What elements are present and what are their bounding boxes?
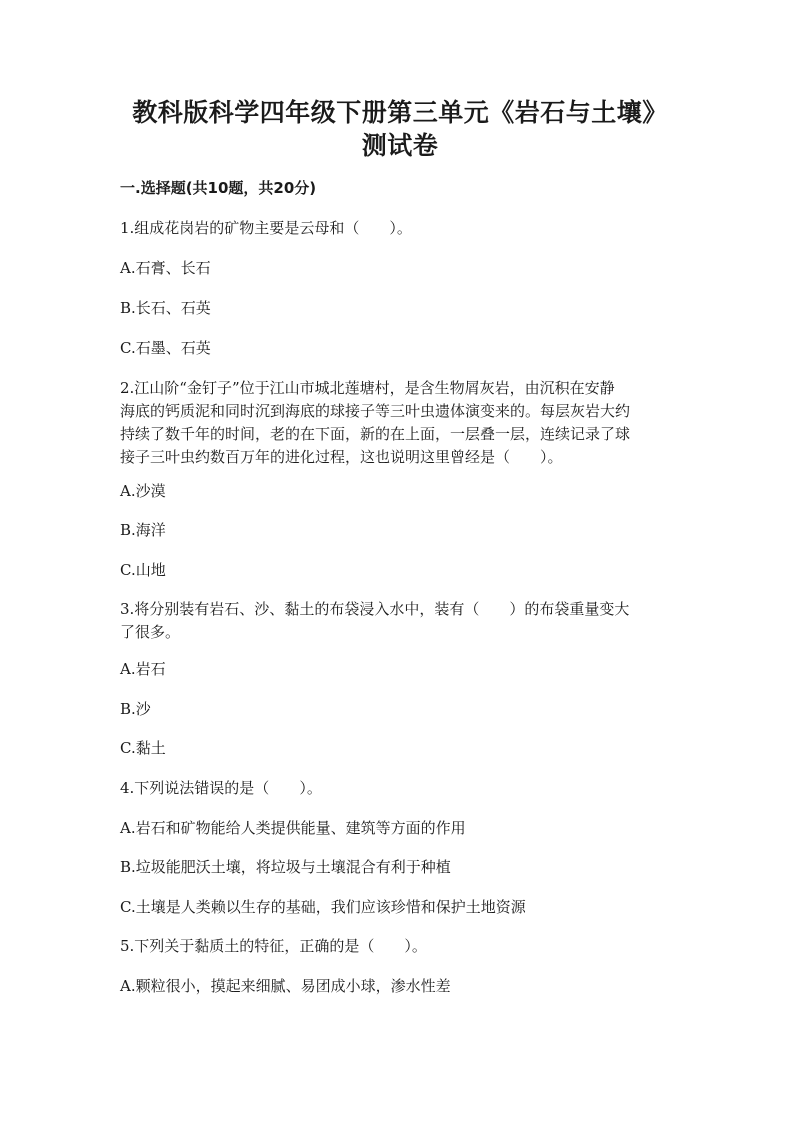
question-2-stem-line-3: 持续了数千年的时间，老的在下面，新的在上面，一层叠一层，连续记录了球 [120,425,631,443]
question-4-option-c: C.土壤是人类赖以生存的基础，我们应该珍惜和保护土地资源 [120,898,526,916]
question-5-stem: 5.下列关于黏质土的特征，正确的是（ ）。 [120,937,427,955]
question-2-option-a: A.沙漠 [120,482,166,500]
question-4-option-a: A.岩石和矿物能给人类提供能量、建筑等方面的作用 [120,819,466,837]
page-title: 教科版科学四年级下册第三单元《岩石与土壤》测试卷 [132,98,668,160]
question-1-option-b: B.长石、石英 [120,299,211,317]
question-1-stem: 1.组成花岗岩的矿物主要是云母和（ ）。 [120,219,412,237]
question-3-option-a: A.岩石 [120,660,166,678]
question-2-stem-line-4: 接子三叶虫约数百万年的进化过程，这也说明这里曾经是（ ）。 [120,448,563,466]
question-2-option-c: C.山地 [120,561,166,579]
question-5-option-a: A.颗粒很小，摸起来细腻、易团成小球，渗水性差 [120,977,451,995]
question-2-stem-line-1: 2.江山阶“金钉子”位于江山市城北莲塘村，是含生物屑灰岩，由沉积在安静 [120,379,615,397]
question-1-option-c: C.石墨、石英 [120,339,211,357]
question-2-stem-line-2: 海底的钙质泥和同时沉到海底的球接子等三叶虫遗体演变来的。每层灰岩大约 [120,402,631,420]
question-3-option-c: C.黏土 [120,739,166,757]
question-3-option-b: B.沙 [120,700,151,718]
question-1-option-a: A.石膏、长石 [120,259,211,277]
question-3-stem-line-1: 3.将分别装有岩石、沙、黏土的布袋浸入水中，装有（ ）的布袋重量变大 [120,600,630,618]
section-heading: 一.选择题(共10题，共20分) [120,179,317,197]
question-2-option-b: B.海洋 [120,521,166,539]
question-4-stem: 4.下列说法错误的是（ ）。 [120,779,322,797]
question-3-stem-line-2: 了很多。 [120,623,181,641]
question-4-option-b: B.垃圾能肥沃土壤，将垃圾与土壤混合有利于种植 [120,858,451,876]
